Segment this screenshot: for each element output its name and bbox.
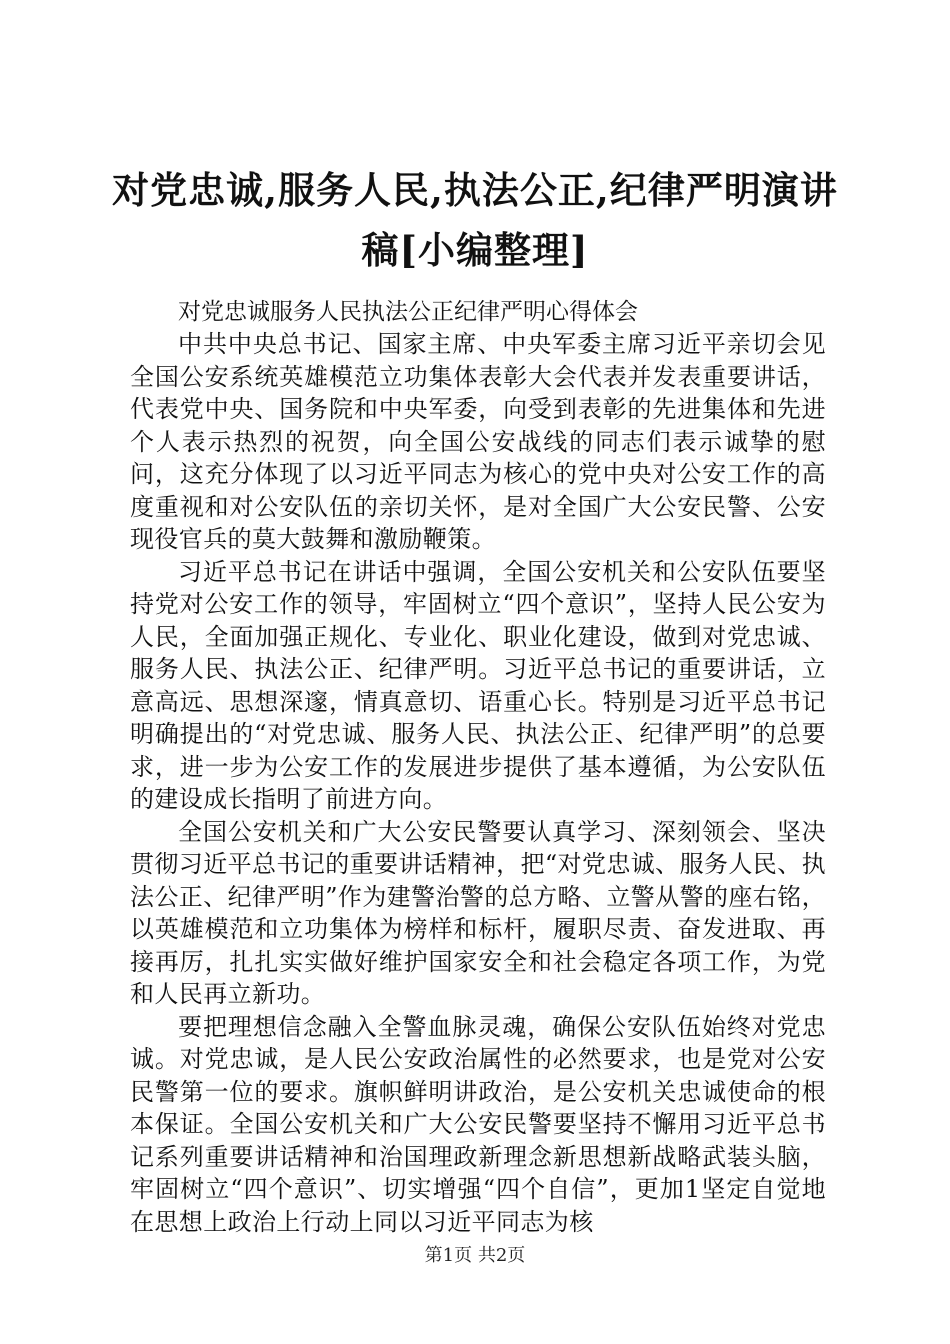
paragraph: 要把理想信念融入全警血脉灵魂，确保公安队伍始终对党忠诚。对党忠诚，是人民公安政治属性的必然要求，也是党对公安民警第一位的要求。旗帜鲜明讲政治，是公安机关忠诚使命的根本保证。全国公安机关和广大公安民警要坚持不懈用习近平总书记系列重要讲话精神和治国理政新理念新思想新战略武装头脑，牢固树立“四个意识”、切实增强“四个自信”，更加1坚定自觉地在思想上政治上行动上同以习近平同志为核 xyxy=(130,1012,826,1236)
document-body xyxy=(130,328,826,1238)
page-number-footer: 第1页 共2页 xyxy=(424,1245,526,1266)
document-title: 对党忠诚,服务人民,执法公正,纪律严明演讲稿[小编整理] xyxy=(112,168,838,272)
paragraph: 中共中央总书记、国家主席、中央军委主席习近平亲切会见全国公安系统英雄模范立功集体表彰大会代表并发表重要讲话，代表党中央、国务院和中央军委，向受到表彰的先进集体和先进个人表示热烈的祝贺，向全国公安战线的同志们表示诚挚的慰问，这充分体现了以习近平同志为核心的党中央对公安工作的高度重视和对公安队伍的亲切关怀，是对全国广大公安民警、公安现役官兵的莫大鼓舞和激励鞭策。 xyxy=(130,330,826,553)
document-subtitle: 对党忠诚服务人民执法公正纪律严明心得体会 xyxy=(178,299,638,325)
paragraph: 习近平总书记在讲话中强调，全国公安机关和公安队伍要坚持党对公安工作的领导，牢固树立“四个意识”，坚持人民公安为人民，全面加强正规化、专业化、职业化建设，做到对党忠诚、服务人民、执法公正、纪律严明。习近平总书记的重要讲话，立意高远、思想深邃，情真意切、语重心长。特别是习近平总书记明确提出的“对党忠诚、服务人民、执法公正、纪律严明”的总要求，进一步为公安工作的发展进步提供了基本遵循，为公安队伍的建设成长指明了前进方向。 xyxy=(130,557,826,813)
paragraph: 全国公安机关和广大公安民警要认真学习、深刻领会、坚决贯彻习近平总书记的重要讲话精神，把“对党忠诚、服务人民、执法公正、纪律严明”作为建警治警的总方略、立警从警的座右铭，以英雄模范和立功集体为榜样和标杆，履职尽责、奋发进取、再接再厉，扎扎实实做好维护国家安全和社会稳定各项工作，为党和人民再立新功。 xyxy=(130,817,826,1008)
